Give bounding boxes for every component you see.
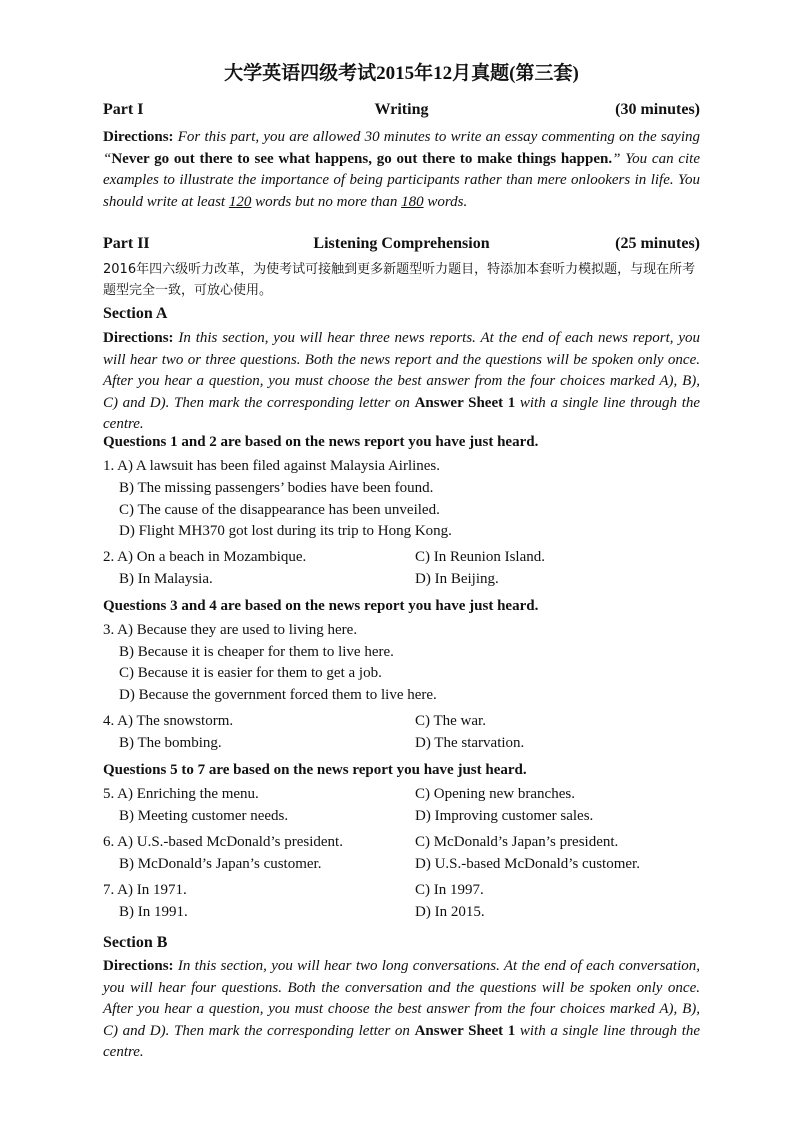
directions-text: words but no more than (251, 193, 402, 210)
q5-option-b: B) Meeting customer needs. (119, 808, 289, 824)
q1-option-c: C) The cause of the disappearance has been unveiled. (119, 502, 440, 518)
min-words: 120 (228, 193, 252, 210)
part2-label: Part II (103, 235, 150, 252)
q4-option-c: C) The war. (415, 713, 486, 729)
q1-option-b: B) The missing passengers’ bodies have been found. (119, 480, 434, 496)
q6-option-c: C) McDonald’s Japan’s president. (415, 834, 619, 850)
max-words: 180 (401, 193, 424, 210)
part1-directions (103, 127, 700, 213)
part1-name: Writing (374, 101, 429, 118)
section-a-directions (103, 328, 700, 436)
directions-text: In this section, you will hear two long conversations. At the end of each conversation, you will hear four questions. Both the conversation and the questions will be spoken only once. After you hear a question, you must choose the best answer from the four choices marked A), B), C) and D). Then mark the corresponding letter on (103, 958, 700, 1039)
section-b-title: Section B (103, 934, 168, 951)
q5-option-d: D) Improving customer sales. (415, 808, 594, 824)
q6-option-b: B) McDonald’s Japan’s customer. (119, 856, 322, 872)
questions-1-2-header: Questions 1 and 2 are based on the news report you have just heard. (103, 434, 539, 450)
section-b-directions (103, 956, 700, 1064)
directions-label: Directions: (103, 330, 174, 346)
part2-time: (25 minutes) (615, 235, 700, 252)
quote-text: Never go out there to see what happens, go out there to make things happen. (111, 150, 613, 167)
part2-note: 2016年四六级听力改革，为使考试可接触到更多新题型听力题目，特添加本套听力模拟题，与现在所考题型完全一致，可放心使用。 (103, 262, 696, 298)
q7-option-a: 7. A) In 1971. (103, 882, 187, 898)
q7-option-b: B) In 1991. (119, 904, 188, 920)
answer-sheet-label: Answer Sheet 1 (414, 1022, 516, 1039)
part2-name: Listening Comprehension (313, 235, 490, 252)
q2-option-d: D) In Beijing. (415, 571, 499, 587)
directions-text: In this section, you will hear three news reports. At the end of each news report, you will hear two or three questions. Both the news report and the questions will be spoken only once. After you hear a question, you must choose the best answer from the four choices marked A), B), C) and D). Then mark the corresponding letter on (103, 330, 700, 411)
questions-3-4-header: Questions 3 and 4 are based on the news report you have just heard. (103, 598, 539, 614)
directions-label: Directions: (103, 958, 174, 974)
directions-text: with a single line through the centre. (103, 394, 701, 432)
q3-option-c: C) Because it is easier for them to get a job. (119, 665, 382, 681)
questions-5-7-header: Questions 5 to 7 are based on the news report you have just heard. (103, 762, 527, 778)
page-title: 大学英语四级考试2015年12月真题(第三套) (224, 63, 579, 84)
q2-option-a: 2. A) On a beach in Mozambique. (103, 549, 307, 565)
part2-header (103, 235, 700, 257)
part1-header (103, 101, 700, 123)
q4-option-a: 4. A) The snowstorm. (103, 713, 234, 729)
q1-option-a: 1. A) A lawsuit has been filed against Malaysia Airlines. (103, 458, 441, 474)
directions-text: with a single line through the centre. (103, 1022, 701, 1060)
answer-sheet-label: Answer Sheet 1 (414, 394, 516, 411)
directions-label: Directions: (103, 129, 174, 145)
q5-option-c: C) Opening new branches. (415, 786, 575, 802)
part1-label: Part I (103, 101, 144, 118)
directions-text: For this part, you are allowed 30 minutes to write an essay commenting on the saying “ (103, 129, 700, 167)
q6-option-d: D) U.S.-based McDonald’s customer. (415, 856, 640, 872)
q6-option-a: 6. A) U.S.-based McDonald’s president. (103, 834, 343, 850)
q1-option-d: D) Flight MH370 got lost during its trip to Hong Kong. (119, 523, 452, 539)
q4-option-d: D) The starvation. (415, 735, 525, 751)
q7-option-d: D) In 2015. (415, 904, 485, 920)
q2-option-b: B) In Malaysia. (119, 571, 213, 587)
q3-option-b: B) Because it is cheaper for them to live here. (119, 644, 394, 660)
directions-text: ” You can cite examples to illustrate the importance of being participants rather than mere onlookers in life. You should write at least (103, 150, 700, 210)
q3-option-a: 3. A) Because they are used to living here. (103, 622, 358, 638)
q4-option-b: B) The bombing. (119, 735, 222, 751)
q7-option-c: C) In 1997. (415, 882, 484, 898)
part1-time: (30 minutes) (615, 101, 700, 118)
directions-text: words. (423, 193, 468, 210)
section-a-title: Section A (103, 305, 168, 322)
q2-option-c: C) In Reunion Island. (415, 549, 545, 565)
q3-option-d: D) Because the government forced them to live here. (119, 687, 437, 703)
q5-option-a: 5. A) Enriching the menu. (103, 786, 259, 802)
